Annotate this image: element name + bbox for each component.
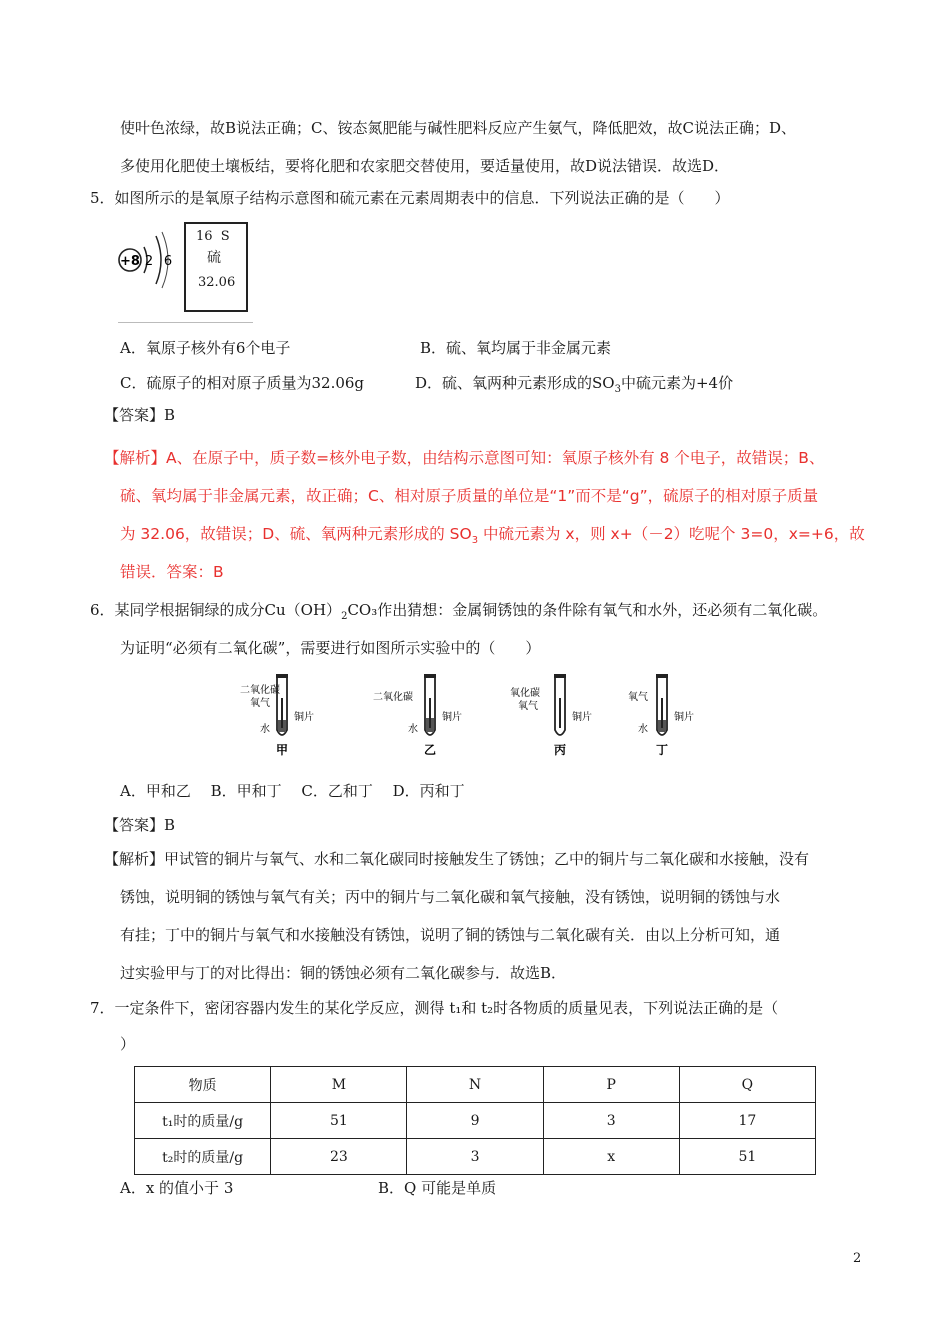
tube-jia-gas2: 氧气 <box>250 698 270 709</box>
test-tube-jia <box>240 674 314 757</box>
tube-yi-copper: 铜片 <box>442 712 462 723</box>
shell-1-label: 2 <box>144 254 154 269</box>
tube-yi-label: 乙 <box>424 743 437 757</box>
table-row <box>135 1139 816 1175</box>
q7-option-b: B．Q 可能是单质 <box>378 1179 497 1197</box>
q5-analysis-line: 错误．答案：B <box>120 563 224 581</box>
q7-mass-table <box>134 1066 816 1175</box>
element-name: 硫 <box>207 250 221 266</box>
page-number: 2 <box>853 1251 862 1266</box>
test-tube-bing <box>510 674 592 757</box>
q6-options: A．甲和乙 B．甲和丁 C．乙和丁 D．丙和丁 <box>120 782 465 800</box>
q7-question-line: ） <box>120 1035 136 1053</box>
q5-analysis-line: 【解析】A、在原子中，质子数=核外电子数，由结构示意图可知：氧原子核外有 8 个电子，故错误；B、 <box>104 449 825 467</box>
tube-jia-label: 甲 <box>276 743 289 757</box>
table-cell: 物质 <box>135 1067 271 1103</box>
shell-2-label: 6 <box>163 254 173 269</box>
table-cell: x <box>543 1139 679 1175</box>
table-cell: 23 <box>271 1139 407 1175</box>
tube-yi-water: 水 <box>408 724 418 735</box>
tube-ding-water: 水 <box>638 724 648 735</box>
q5-option-c: C．硫原子的相对原子质量为32.06g <box>120 374 365 392</box>
explanation-line: 使叶色浓绿，故B说法正确；C、铵态氮肥能与碱性肥料反应产生氨气，降低肥效，故C说法正确；D、 <box>120 119 797 137</box>
q5-analysis-line: 为 32.06，故错误；D、硫、氧两种元素形成的 $SO_3$ 中硫元素为 x，则 x+（－2）吃呢个 3=0，x=+6，故 <box>120 525 865 547</box>
table-cell: t₂时的质量/g <box>135 1139 271 1175</box>
sulfur-element-tile <box>184 222 248 312</box>
nucleus-label: +8 <box>120 254 140 269</box>
q6-analysis-line: 有挂；丁中的铜片与氧气和水接触没有锈蚀，说明了铜的锈蚀与二氧化碳有关．由以上分析可知，通 <box>120 926 781 944</box>
q6-analysis-line: 【解析】甲试管的铜片与氧气、水和二氧化碳同时接触发生了锈蚀；乙中的铜片与二氧化碳和水接触，没有 <box>104 850 810 868</box>
figure-underline <box>118 322 253 323</box>
tube-bing-gas1: 氧化碳 <box>510 688 540 699</box>
q6-analysis-line: 锈蚀，说明铜的锈蚀与氧气有关；丙中的铜片与二氧化碳和氧气接触，没有锈蚀，说明铜的锈蚀与水 <box>120 888 781 906</box>
table-cell: Q <box>679 1067 815 1103</box>
tube-bing-gas2: 氧气 <box>518 701 538 712</box>
tube-bing-label: 丙 <box>554 743 567 757</box>
q5-option-a: A．氧原子核外有6个电子 <box>120 339 291 357</box>
test-tube-ding <box>628 674 694 757</box>
oxygen-atom-diagram <box>116 222 180 298</box>
tube-ding-gas1: 氧气 <box>628 692 648 703</box>
table-row <box>135 1103 816 1139</box>
table-cell: 17 <box>679 1103 815 1139</box>
table-cell: 3 <box>407 1139 543 1175</box>
tube-yi-gas1: 二氧化碳 <box>373 692 413 703</box>
table-cell: N <box>407 1067 543 1103</box>
element-number-symbol: 16 S <box>196 229 230 244</box>
q6-answer: 【答案】B <box>104 816 176 834</box>
table-cell: 51 <box>679 1139 815 1175</box>
test-tube-yi <box>373 674 462 757</box>
table-cell: M <box>271 1067 407 1103</box>
tube-jia-copper: 铜片 <box>294 712 314 723</box>
explanation-line: 多使用化肥使土壤板结，要将化肥和农家肥交替使用，要适量使用，故D说法错误．故选D． <box>120 157 730 175</box>
element-mass: 32.06 <box>198 275 236 290</box>
q6-analysis-line: 过实验甲与丁的对比得出：铜的锈蚀必须有二氧化碳参与．故选B． <box>120 964 567 982</box>
tube-ding-copper: 铜片 <box>674 712 694 723</box>
q5-question: 5．如图所示的是氧原子结构示意图和硫元素在元素周期表中的信息．下列说法正确的是（ ） <box>90 189 730 207</box>
table-cell: 51 <box>271 1103 407 1139</box>
q7-option-a: A．x 的值小于 3 <box>120 1179 234 1197</box>
q5-answer: 【答案】B <box>104 406 176 424</box>
q5-option-b: B．硫、氧均属于非金属元素 <box>420 339 612 357</box>
table-cell: t₁时的质量/g <box>135 1103 271 1139</box>
tube-bing-copper: 铜片 <box>572 712 592 723</box>
q6-question-line: 6．某同学根据铜绿的成分$Cu(OH)_2CO_3$作出猜想：金属铜锈蚀的条件除有氧气和水外，还必须有二氧化碳。 <box>90 601 828 622</box>
q6-question-line: 为证明“必须有二氧化碳”，需要进行如图所示实验中的（ ） <box>120 639 541 657</box>
table-cell: 3 <box>543 1103 679 1139</box>
tube-jia-water: 水 <box>260 724 270 735</box>
table-cell: 9 <box>407 1103 543 1139</box>
test-tube-experiment-figure <box>238 668 718 764</box>
table-header-row <box>135 1067 816 1103</box>
tube-jia-gas1: 二氧化碳 <box>240 685 280 696</box>
q5-option-d: D．硫、氧两种元素形成的$SO_3$中硫元素为+4价 <box>415 374 734 395</box>
q7-question-line: 7．一定条件下，密闭容器内发生的某化学反应，测得 t₁和 t₂时各物质的质量见表，下列说法正确的是（ <box>90 999 779 1017</box>
tube-ding-label: 丁 <box>656 743 669 757</box>
q5-analysis-line: 硫、氧均属于非金属元素，故正确；C、相对原子质量的单位是“1”而不是“g”，硫原子的相对原子质量 <box>120 487 819 505</box>
table-cell: P <box>543 1067 679 1103</box>
